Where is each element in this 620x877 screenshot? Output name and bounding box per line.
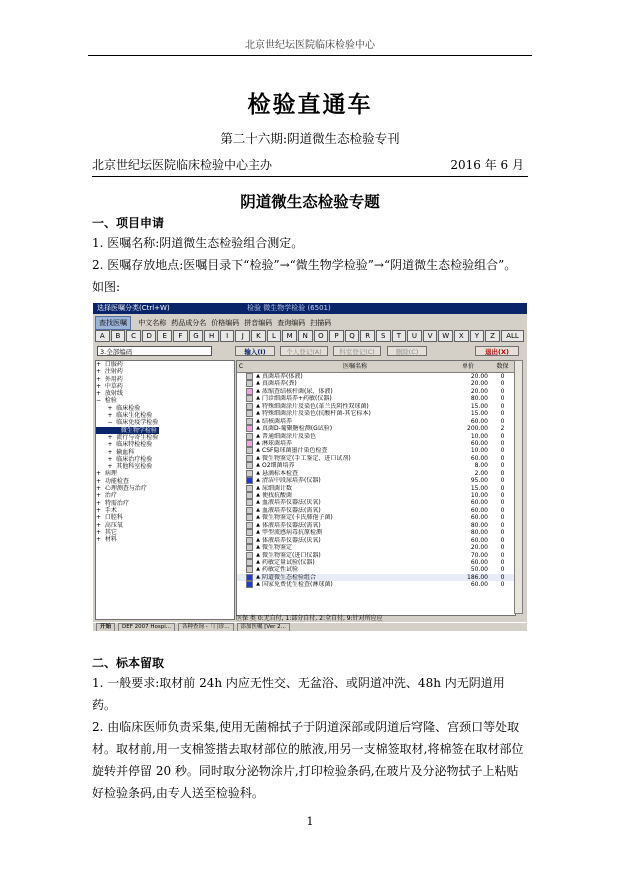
row-marker-icon: ▲ <box>256 521 260 528</box>
row-qty: 0 <box>500 380 505 388</box>
order-row[interactable] <box>237 403 515 410</box>
row-name: 尿细菌计数 <box>262 484 293 492</box>
host-text: 北京世纪坛医院临床检验中心主办 <box>92 158 273 172</box>
category-select[interactable]: 3.全部编码 <box>97 346 212 356</box>
row-price: 60.00 <box>470 506 488 514</box>
tree-node-label: + 输血科 <box>96 448 135 456</box>
letter-button-all[interactable]: ALL <box>501 330 524 342</box>
section1-para-2: 2. 医嘱存放地点:医嘱目录下“检验”→“微生物学检验”→“阴道微生态检验组合”。如图: <box>92 258 517 294</box>
row-name: 浓缩查结核杆菌(尿、体液) <box>262 387 333 395</box>
row-checkbox[interactable] <box>246 425 253 432</box>
row-name: 药敏定性试验 <box>262 566 299 574</box>
row-marker-icon: ▲ <box>256 477 260 484</box>
tree-node[interactable] <box>96 492 234 499</box>
row-price: 10.00 <box>470 447 488 455</box>
order-row[interactable] <box>237 492 515 499</box>
row-qty: 0 <box>500 499 505 507</box>
tree-node-label: + 其他科室检验 <box>96 463 153 471</box>
row-price: 8.00 <box>474 462 488 470</box>
order-row[interactable] <box>237 373 515 380</box>
row-checkbox[interactable] <box>246 574 253 581</box>
letter-button-w[interactable]: W <box>438 330 453 342</box>
row-checkbox[interactable] <box>246 485 253 492</box>
order-row[interactable] <box>237 380 515 387</box>
letter-button-q[interactable]: Q <box>345 330 360 342</box>
search-option-2[interactable]: 价格编码 <box>211 319 240 327</box>
order-row[interactable] <box>237 388 515 395</box>
row-marker-icon: ▲ <box>256 492 260 498</box>
row-marker-icon: ▲ <box>256 536 260 543</box>
row-name: 淋球菌培养 <box>262 439 293 447</box>
row-price: 60.00 <box>470 581 488 589</box>
row-qty: 0 <box>500 573 505 581</box>
row-name: 微生物鉴定 <box>262 544 293 552</box>
order-row[interactable] <box>237 507 515 514</box>
tree-node-label: − 检验 <box>96 397 117 405</box>
tree-node-label: + 中草药 <box>96 382 123 390</box>
order-row[interactable] <box>237 559 515 566</box>
letter-button-c[interactable]: C <box>126 330 141 342</box>
tree-node[interactable] <box>96 427 234 434</box>
letter-button-x[interactable]: X <box>454 330 469 342</box>
order-row[interactable] <box>237 410 515 417</box>
row-name: 清洁中段尿培养(仪器) <box>262 477 321 485</box>
order-row[interactable] <box>237 477 515 484</box>
col-name: 医嘱名称 <box>342 363 367 370</box>
search-option-3[interactable]: 拼音编码 <box>244 319 273 327</box>
tree-node[interactable] <box>96 500 234 507</box>
row-checkbox[interactable] <box>246 462 253 469</box>
row-name: 血液培养仪器法(厌氧) <box>262 499 321 507</box>
row-name: 药敏定量试验(仪器) <box>262 558 315 566</box>
row-price: 60.00 <box>470 536 488 544</box>
row-name: 结核菌培养 <box>262 417 293 425</box>
order-row[interactable] <box>237 447 515 454</box>
order-row[interactable] <box>237 544 515 551</box>
row-checkbox[interactable] <box>246 499 253 506</box>
row-checkbox[interactable] <box>246 418 253 425</box>
row-name: 特殊细菌涂片及染色(革兰氏阴性双球菌) <box>262 402 369 410</box>
row-qty: 0 <box>500 439 505 447</box>
tree-node[interactable] <box>96 368 234 375</box>
insurance-legend: 医保 类 0:无自付, 1:部分自付, 2:全自付, 9:针对所应应 <box>236 615 383 622</box>
letter-button-g[interactable]: G <box>189 330 204 342</box>
personal-register-button[interactable]: 个人登记(A) <box>280 346 328 356</box>
row-marker-icon: ▲ <box>256 395 260 402</box>
row-checkbox[interactable] <box>246 447 253 454</box>
input-button[interactable]: 输入(I) <box>235 346 275 356</box>
letter-button-p[interactable]: P <box>329 330 344 342</box>
row-marker-icon: ▲ <box>256 573 260 580</box>
search-option-4[interactable]: 查询编码 <box>277 319 306 327</box>
row-qty: 0 <box>500 477 505 485</box>
row-checkbox[interactable] <box>246 403 253 410</box>
section-title: 阴道微生态检验专题 <box>240 193 380 211</box>
row-qty: 0 <box>500 484 505 492</box>
order-row[interactable] <box>237 418 515 425</box>
window-title: 选择医嘱分类(Ctrl+W) <box>97 304 170 312</box>
windows-taskbar <box>93 622 527 631</box>
row-name: 便找抗酸菌 <box>262 492 293 499</box>
newsletter-title: 检验直通车 <box>247 92 373 118</box>
letter-button-l[interactable]: L <box>267 330 282 342</box>
row-price: 10.00 <box>470 492 488 499</box>
category-tree[interactable] <box>95 360 235 620</box>
order-row[interactable] <box>237 499 515 506</box>
row-marker-icon: ▲ <box>256 439 260 446</box>
tree-node[interactable] <box>96 419 234 426</box>
letter-button-h[interactable]: H <box>204 330 219 342</box>
row-name: 特殊细菌涂片及染色(抗酸杆菌-其它标本) <box>262 410 371 418</box>
letter-button-j[interactable]: J <box>235 330 250 342</box>
row-marker-icon: ▲ <box>256 469 260 476</box>
row-marker-icon: ▲ <box>256 410 260 417</box>
row-qty: 0 <box>500 447 505 455</box>
row-price: 186.00 <box>467 573 488 581</box>
row-marker-icon: ▲ <box>256 544 260 551</box>
order-row[interactable] <box>237 433 515 440</box>
letter-button-r[interactable]: R <box>360 330 375 342</box>
row-marker-icon: ▲ <box>256 380 260 387</box>
order-row[interactable] <box>237 455 515 462</box>
tree-node[interactable] <box>96 441 234 448</box>
section1-para-1: 1. 医嘱名称:阴道微生态检验组合测定。 <box>92 236 304 250</box>
row-name: 门诊细菌培养+药敏(仪器) <box>262 395 332 403</box>
tree-node-label: + 高压氧 <box>96 521 123 529</box>
order-toolbar <box>95 346 525 358</box>
row-marker-icon: ▲ <box>256 387 260 394</box>
row-qty: 0 <box>500 469 505 477</box>
order-row[interactable] <box>237 514 515 521</box>
exit-button[interactable]: 退出(X) <box>475 346 519 356</box>
row-name: 微生物鉴定(卡氏肺孢子菌) <box>262 514 333 522</box>
row-checkbox[interactable] <box>246 514 253 521</box>
order-row[interactable] <box>237 529 515 536</box>
row-name: O2细菌培养 <box>262 462 295 470</box>
row-marker-icon: ▲ <box>256 447 260 454</box>
search-option-1[interactable]: 药品成分名 <box>171 319 207 327</box>
tree-node-label: 微生物学检验 <box>98 426 157 434</box>
tree-node[interactable] <box>96 470 234 477</box>
row-checkbox[interactable] <box>246 410 253 417</box>
host-row <box>92 156 528 177</box>
col-price: 单价 <box>461 363 474 370</box>
row-qty: 0 <box>500 551 505 559</box>
page-number: 1 <box>306 815 314 828</box>
row-name: 真菌培养(体液) <box>262 373 303 380</box>
row-price: 60.00 <box>470 558 488 566</box>
row-checkbox[interactable] <box>246 440 253 447</box>
grid-scrollbar[interactable] <box>514 360 523 614</box>
row-qty: 0 <box>500 544 505 552</box>
col-c: C <box>238 363 244 370</box>
row-checkbox[interactable] <box>246 522 253 529</box>
row-name: 体液培养仪器法(厌氧) <box>262 536 321 544</box>
letter-button-t[interactable]: T <box>392 330 407 342</box>
section2-para-2: 2. 由临床医师负责采集,使用无菌棉拭子于阴道深部或阴道后穹隆、宫颈口等处取材。取材前,用一支棉签揩去取材部位的脓液,用另一支棉签取材,将棉签在取材部位旋转并停留 20 秒。同时取分泌物涂片,打印检验条码,在玻片及分泌物拭子上粘贴好检验条码,由专人送至检验科。 <box>92 720 524 800</box>
row-qty: 0 <box>500 387 505 395</box>
taskbar-item[interactable]: DEF 2007 Hospi... <box>118 623 175 631</box>
col-qty: 数保 <box>496 363 509 370</box>
row-price: 20.00 <box>470 380 488 388</box>
running-header: 北京世纪坛医院临床检验中心 <box>88 36 532 56</box>
tree-node-label: + 口腔科 <box>96 514 123 522</box>
row-checkbox[interactable] <box>246 529 253 536</box>
row-marker-icon: ▲ <box>256 462 260 469</box>
tree-node-label: + 放射线 <box>96 390 123 398</box>
dept-register-button[interactable]: 科室登记(C) <box>333 346 381 356</box>
row-name: 真菌培养(粪) <box>262 380 297 388</box>
tree-node-label: + 特需治疗 <box>96 499 129 507</box>
section2-heading: 二、标本留取 <box>92 656 165 670</box>
row-checkbox[interactable] <box>246 566 253 573</box>
tree-node[interactable] <box>96 522 234 529</box>
row-marker-icon: ▲ <box>256 402 260 409</box>
row-price: 95.00 <box>470 477 488 485</box>
row-marker-icon: ▲ <box>256 499 260 506</box>
row-price: 20.00 <box>470 387 488 395</box>
order-row[interactable] <box>237 537 515 544</box>
row-checkbox[interactable] <box>246 559 253 566</box>
row-marker-icon: ▲ <box>256 425 260 432</box>
row-marker-icon: ▲ <box>256 581 260 588</box>
order-row[interactable] <box>237 574 515 581</box>
row-marker-icon: ▲ <box>256 566 260 573</box>
row-price: 80.00 <box>470 395 488 403</box>
section2-para-1: 1. 一般要求:取材前 24h 内应无性交、无盆浴、或阴道冲洗、48h 内无阴道用药。 <box>92 676 505 712</box>
row-qty: 0 <box>500 417 505 425</box>
tree-node-label: + 病理 <box>96 470 117 478</box>
row-price: 60.00 <box>470 454 488 462</box>
order-row[interactable] <box>237 440 515 447</box>
window-title-right: 检验 微生物学检验 (6501) <box>247 304 331 312</box>
letter-button-i[interactable]: I <box>220 330 235 342</box>
row-checkbox[interactable] <box>246 380 253 387</box>
row-price: 2.00 <box>474 469 488 477</box>
row-marker-icon: ▲ <box>256 373 260 379</box>
row-qty: 0 <box>500 402 505 410</box>
row-name: 真菌D-葡聚糖检测(G试验) <box>262 425 333 433</box>
row-price: 15.00 <box>470 410 488 418</box>
row-name: 血液培养仪器法(需氧) <box>262 506 321 514</box>
row-marker-icon: ▲ <box>256 529 260 536</box>
tree-node-label: + 治疗 <box>96 492 117 500</box>
letter-button-f[interactable]: F <box>173 330 188 342</box>
letter-button-u[interactable]: U <box>407 330 422 342</box>
tree-node[interactable] <box>96 449 234 456</box>
letter-button-s[interactable]: S <box>376 330 391 342</box>
tree-node-label: + 注射药 <box>96 368 123 376</box>
row-checkbox[interactable] <box>246 492 253 499</box>
row-qty: 0 <box>500 410 505 418</box>
search-option-0[interactable]: 中文名称 <box>138 319 167 327</box>
tree-node-label: + 流行与寄生检验 <box>96 433 159 441</box>
row-checkbox[interactable] <box>246 433 253 440</box>
row-marker-icon: ▲ <box>256 506 260 513</box>
row-qty: 0 <box>500 514 505 522</box>
order-row[interactable] <box>237 395 515 402</box>
issue-date: 2016 年 6 月 <box>450 158 524 172</box>
delete-button[interactable]: 删除(C) <box>387 346 427 356</box>
row-marker-icon: ▲ <box>256 432 260 439</box>
letter-button-n[interactable]: N <box>298 330 313 342</box>
row-price: 200.00 <box>467 425 488 433</box>
row-checkbox[interactable] <box>246 537 253 544</box>
order-row[interactable] <box>237 470 515 477</box>
row-name: 普通细菌涂片及染色 <box>262 432 317 440</box>
tree-node-label: + 功能检查 <box>96 477 129 485</box>
row-name: 微生物鉴定(进口仪器) <box>262 551 321 559</box>
row-price: 80.00 <box>470 529 488 537</box>
grid-header <box>237 361 515 373</box>
row-qty: 0 <box>500 506 505 514</box>
order-row[interactable] <box>237 566 515 573</box>
tree-node-label: + 临床生化检验 <box>96 412 153 420</box>
letter-button-y[interactable]: Y <box>470 330 485 342</box>
tree-node-label: + 材料 <box>96 536 117 544</box>
order-grid[interactable] <box>236 360 516 616</box>
search-option-5[interactable]: 扫描码 <box>310 319 332 327</box>
order-row[interactable] <box>237 522 515 529</box>
tree-node-label: + 心理测查与治疗 <box>96 485 147 493</box>
row-qty: 0 <box>500 373 505 380</box>
row-price: 60.00 <box>470 499 488 507</box>
row-qty: 0 <box>500 558 505 566</box>
letter-button-v[interactable]: V <box>423 330 438 342</box>
order-row[interactable] <box>237 462 515 469</box>
row-checkbox[interactable] <box>246 373 253 380</box>
letter-button-a[interactable]: A <box>95 330 110 342</box>
letter-button-d[interactable]: D <box>142 330 157 342</box>
letter-button-z[interactable]: Z <box>485 330 500 342</box>
letter-button-b[interactable]: B <box>111 330 126 342</box>
taskbar-item[interactable]: 添加医嘱 [Ver 2... <box>237 623 290 631</box>
section1-heading: 一、项目申请 <box>92 216 165 230</box>
row-price: 20.00 <box>470 544 488 552</box>
tree-node-label: + 临床检验 <box>96 404 141 412</box>
row-marker-icon: ▲ <box>256 417 260 424</box>
order-row[interactable] <box>237 581 515 588</box>
tree-node[interactable] <box>96 405 234 412</box>
row-price: 20.00 <box>470 373 488 380</box>
row-checkbox[interactable] <box>246 581 253 588</box>
row-marker-icon: ▲ <box>256 454 260 461</box>
row-qty: 0 <box>500 581 505 589</box>
tree-node[interactable] <box>96 376 234 383</box>
taskbar-item[interactable]: 各种查询 -「门诊... <box>178 623 233 631</box>
tree-node-label: + 口服药 <box>96 361 123 368</box>
row-price: 60.00 <box>470 439 488 447</box>
tree-node-label: + 临床特检检验 <box>96 441 153 449</box>
search-options-row <box>95 316 525 328</box>
letter-button-k[interactable]: K <box>251 330 266 342</box>
tree-node[interactable] <box>96 478 234 485</box>
row-qty: 0 <box>500 454 505 462</box>
tree-node[interactable] <box>96 397 234 404</box>
letter-button-o[interactable]: O <box>314 330 329 342</box>
row-price: 60.00 <box>470 417 488 425</box>
row-price: 50.00 <box>470 566 488 574</box>
row-checkbox[interactable] <box>246 388 253 395</box>
window-titlebar <box>93 303 527 314</box>
order-row[interactable] <box>237 485 515 492</box>
his-screenshot <box>93 303 527 631</box>
tree-node-label: + 手术 <box>96 506 117 514</box>
order-row[interactable] <box>237 552 515 559</box>
row-qty: 2 <box>500 425 505 433</box>
tree-node-label: + 临床治疗检验 <box>96 455 153 463</box>
row-checkbox[interactable] <box>246 395 253 402</box>
row-price: 15.00 <box>470 484 488 492</box>
row-price: 70.00 <box>470 551 488 559</box>
row-name: CSF隐球菌墨汁染色检查 <box>262 447 328 455</box>
row-price: 15.00 <box>470 402 488 410</box>
row-qty: 0 <box>500 529 505 537</box>
row-name: 国家免费优生检查(淋球菌) <box>262 581 333 589</box>
row-name: 微生物鉴定(手工鉴定、进口试剂) <box>262 454 351 462</box>
row-price: 80.00 <box>470 521 488 529</box>
issue-line: 第二十六期:阴道微生态检验专刊 <box>220 131 400 146</box>
row-qty: 0 <box>500 566 505 574</box>
row-marker-icon: ▲ <box>256 484 260 491</box>
row-marker-icon: ▲ <box>256 551 260 558</box>
row-price: 60.00 <box>470 514 488 522</box>
row-qty: 0 <box>500 536 505 544</box>
row-checkbox[interactable] <box>246 544 253 551</box>
row-marker-icon: ▲ <box>256 558 260 565</box>
row-name: 甲型流感病毒抗原检测 <box>262 529 323 537</box>
start-button[interactable]: 开始 <box>96 623 115 631</box>
order-row[interactable] <box>237 425 515 432</box>
letter-button-e[interactable]: E <box>157 330 172 342</box>
tree-node[interactable] <box>96 514 234 521</box>
tree-node-label: + 其它 <box>96 528 117 536</box>
tree-node[interactable] <box>96 536 234 543</box>
row-qty: 0 <box>500 462 505 470</box>
tree-node-label: − 临床免疫学检验 <box>96 419 159 427</box>
row-qty: 0 <box>500 492 505 499</box>
row-checkbox[interactable] <box>246 552 253 559</box>
row-price: 10.00 <box>470 432 488 440</box>
letter-index-bar <box>95 330 525 343</box>
row-name: 悬滴标本检查 <box>262 469 299 477</box>
row-qty: 0 <box>500 395 505 403</box>
row-qty: 0 <box>500 521 505 529</box>
letter-button-m[interactable]: M <box>282 330 297 342</box>
row-checkbox[interactable] <box>246 507 253 514</box>
tree-node-label: + 外用药 <box>96 375 123 383</box>
search-label: 查找医嘱 <box>95 316 131 330</box>
row-marker-icon: ▲ <box>256 514 260 521</box>
row-name: 阴道微生态检验组合 <box>262 573 317 581</box>
row-name: 体液培养仪器法(需氧) <box>262 521 321 529</box>
row-checkbox[interactable] <box>246 470 253 477</box>
row-qty: 0 <box>500 432 505 440</box>
row-checkbox[interactable] <box>246 455 253 462</box>
row-checkbox[interactable] <box>246 477 253 484</box>
